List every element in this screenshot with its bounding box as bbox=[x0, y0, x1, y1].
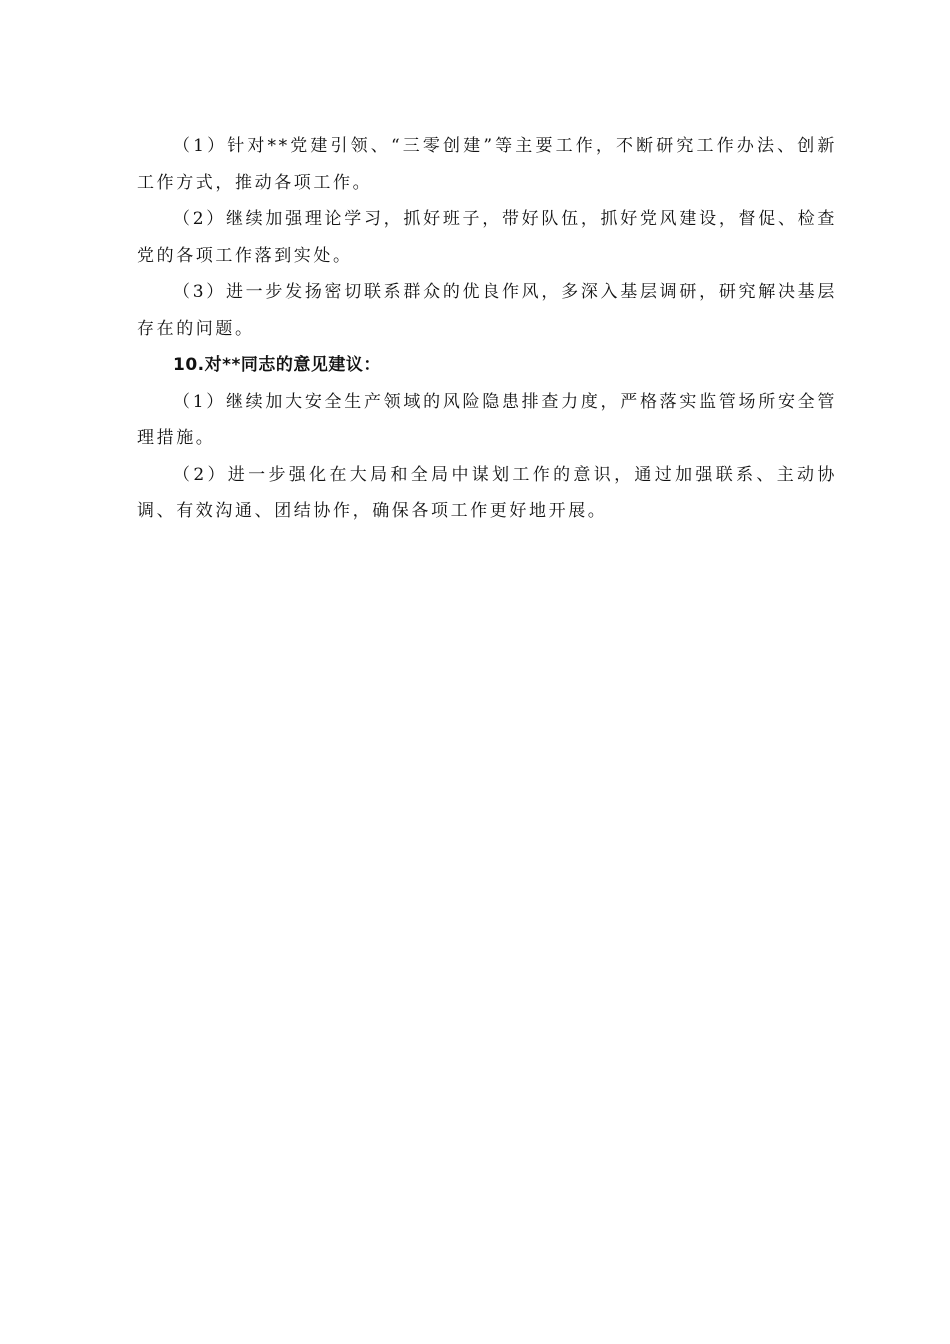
document-body bbox=[137, 128, 837, 530]
paragraph-suggestion-2: （2）继续加强理论学习，抓好班子，带好队伍，抓好党风建设，督促、检查党的各项工作落到实处。 bbox=[137, 209, 837, 266]
paragraph-section10-1: （1）继续加大安全生产领域的风险隐患排查力度，严格落实监管场所安全管理措施。 bbox=[137, 391, 837, 448]
paragraph-suggestion-1: （1）针对**党建引领、“三零创建”等主要工作，不断研究工作办法、创新工作方式，推动各项工作。 bbox=[137, 136, 837, 193]
section-heading: 10.对**同志的意见建议： bbox=[173, 355, 381, 375]
paragraph-suggestion-3: （3）进一步发扬密切联系群众的优良作风，多深入基层调研，研究解决基层存在的问题。 bbox=[137, 282, 837, 339]
paragraph-section10-2: （2）进一步强化在大局和全局中谋划工作的意识，通过加强联系、主动协调、有效沟通、团结协作，确保各项工作更好地开展。 bbox=[137, 464, 837, 521]
